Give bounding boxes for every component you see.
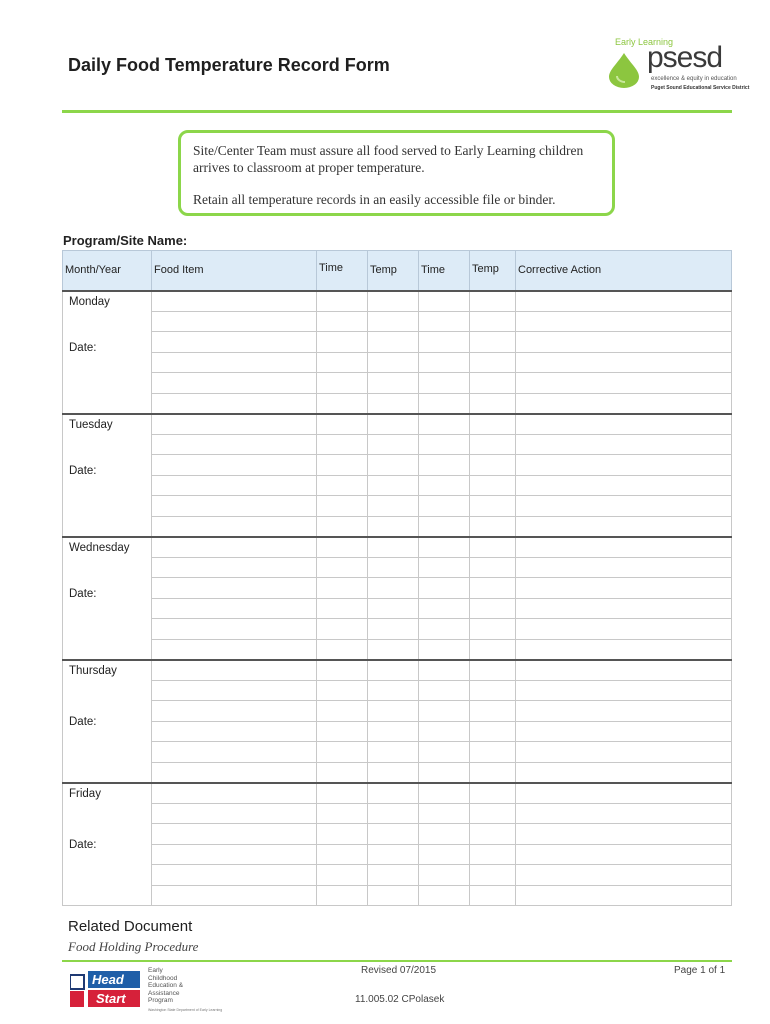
entry-cell[interactable] xyxy=(368,496,419,517)
entry-cell[interactable] xyxy=(470,701,516,722)
entry-cell[interactable] xyxy=(317,414,368,435)
table-row xyxy=(63,598,732,619)
table-row xyxy=(63,701,732,722)
table-row xyxy=(63,619,732,640)
entry-cell[interactable] xyxy=(470,475,516,496)
table-row xyxy=(63,721,732,742)
table-row xyxy=(63,434,732,455)
head-start-top-text: Head xyxy=(92,972,124,987)
entry-cell[interactable] xyxy=(152,885,317,906)
table-row xyxy=(63,475,732,496)
entry-cell[interactable] xyxy=(470,373,516,394)
related-document-heading: Related Document xyxy=(68,918,193,935)
day-name: Friday xyxy=(69,787,101,800)
day-date-label: Date: xyxy=(69,838,97,851)
entry-cell[interactable] xyxy=(317,557,368,578)
entry-cell[interactable] xyxy=(317,352,368,373)
entry-cell[interactable] xyxy=(317,598,368,619)
table-row xyxy=(63,742,732,763)
entry-cell[interactable] xyxy=(368,598,419,619)
entry-cell[interactable] xyxy=(317,373,368,394)
day-cell xyxy=(63,783,152,906)
table-row xyxy=(63,844,732,865)
entry-cell[interactable] xyxy=(152,455,317,476)
eceap-line: Education & xyxy=(148,982,184,989)
document-code: 11.005.02 CPolasek xyxy=(355,994,445,1005)
entry-cell[interactable] xyxy=(419,434,470,455)
entry-cell[interactable] xyxy=(317,516,368,537)
entry-cell[interactable] xyxy=(317,434,368,455)
entry-cell[interactable] xyxy=(152,537,317,558)
entry-cell[interactable] xyxy=(516,742,732,763)
entry-cell[interactable] xyxy=(516,701,732,722)
entry-cell[interactable] xyxy=(516,680,732,701)
related-document-item[interactable]: Food Holding Procedure xyxy=(68,939,199,954)
entry-cell[interactable] xyxy=(152,762,317,783)
entry-cell[interactable] xyxy=(368,762,419,783)
entry-cell[interactable] xyxy=(368,639,419,660)
entry-cell[interactable] xyxy=(368,803,419,824)
entry-cell[interactable] xyxy=(368,783,419,804)
table-row xyxy=(63,373,732,394)
entry-cell[interactable] xyxy=(470,537,516,558)
entry-cell[interactable] xyxy=(516,332,732,353)
entry-cell[interactable] xyxy=(516,783,732,804)
table-row xyxy=(63,865,732,886)
entry-cell[interactable] xyxy=(368,414,419,435)
entry-cell[interactable] xyxy=(470,598,516,619)
entry-cell[interactable] xyxy=(419,701,470,722)
entry-cell[interactable] xyxy=(368,291,419,312)
day-name: Tuesday xyxy=(69,418,113,431)
day-cell xyxy=(63,291,152,414)
entry-cell[interactable] xyxy=(152,865,317,886)
entry-cell[interactable] xyxy=(317,619,368,640)
entry-cell[interactable] xyxy=(419,516,470,537)
entry-cell[interactable] xyxy=(152,311,317,332)
entry-cell[interactable] xyxy=(419,414,470,435)
entry-cell[interactable] xyxy=(317,578,368,599)
entry-cell[interactable] xyxy=(470,393,516,414)
entry-cell[interactable] xyxy=(368,885,419,906)
entry-cell[interactable] xyxy=(470,742,516,763)
day-name: Thursday xyxy=(69,664,117,677)
entry-cell[interactable] xyxy=(516,311,732,332)
entry-cell[interactable] xyxy=(368,619,419,640)
entry-cell[interactable] xyxy=(152,475,317,496)
entry-cell[interactable] xyxy=(317,393,368,414)
program-site-label: Program/Site Name: xyxy=(63,233,188,248)
notice-line-1: Site/Center Team must assure all food served to Early Learning children arrives to classroom at proper temperature. xyxy=(193,143,584,175)
entry-cell[interactable] xyxy=(368,824,419,845)
entry-cell[interactable] xyxy=(152,578,317,599)
entry-cell[interactable] xyxy=(419,680,470,701)
entry-cell[interactable] xyxy=(470,414,516,435)
day-date-label: Date: xyxy=(69,587,97,600)
day-name: Monday xyxy=(69,295,110,308)
header-temp-2: Temp xyxy=(470,251,516,291)
form-title: Daily Food Temperature Record Form xyxy=(68,55,390,75)
entry-cell[interactable] xyxy=(368,865,419,886)
entry-cell[interactable] xyxy=(470,660,516,681)
entry-cell[interactable] xyxy=(317,844,368,865)
entry-cell[interactable] xyxy=(419,475,470,496)
head-start-logo-icon xyxy=(70,969,142,1009)
entry-cell[interactable] xyxy=(470,885,516,906)
entry-cell[interactable] xyxy=(470,455,516,476)
table-row xyxy=(63,516,732,537)
header-corrective-action: Corrective Action xyxy=(516,251,732,291)
table-row xyxy=(63,311,732,332)
table-row xyxy=(63,762,732,783)
day-date-label: Date: xyxy=(69,464,97,477)
table-row xyxy=(63,803,732,824)
entry-cell[interactable] xyxy=(368,455,419,476)
entry-cell[interactable] xyxy=(317,783,368,804)
entry-cell[interactable] xyxy=(317,885,368,906)
entry-cell[interactable] xyxy=(317,865,368,886)
entry-cell[interactable] xyxy=(368,373,419,394)
revised-date: Revised 07/2015 xyxy=(361,965,437,976)
entry-cell[interactable] xyxy=(152,516,317,537)
entry-cell[interactable] xyxy=(317,455,368,476)
entry-cell[interactable] xyxy=(368,660,419,681)
eceap-line: Early xyxy=(148,967,163,974)
entry-cell[interactable] xyxy=(317,639,368,660)
entry-cell[interactable] xyxy=(516,578,732,599)
entry-cell[interactable] xyxy=(419,865,470,886)
entry-cell[interactable] xyxy=(368,721,419,742)
entry-cell[interactable] xyxy=(470,783,516,804)
entry-cell[interactable] xyxy=(317,311,368,332)
entry-cell[interactable] xyxy=(368,537,419,558)
entry-cell[interactable] xyxy=(419,373,470,394)
entry-cell[interactable] xyxy=(152,844,317,865)
head-start-bottom-text: Start xyxy=(96,991,126,1006)
table-row xyxy=(63,680,732,701)
entry-cell[interactable] xyxy=(516,434,732,455)
table-row xyxy=(63,885,732,906)
entry-cell[interactable] xyxy=(516,865,732,886)
entry-cell[interactable] xyxy=(419,803,470,824)
entry-cell[interactable] xyxy=(419,352,470,373)
leaf-drop-icon xyxy=(607,52,641,88)
entry-cell[interactable] xyxy=(368,352,419,373)
entry-cell[interactable] xyxy=(152,434,317,455)
footer-divider xyxy=(62,960,732,962)
entry-cell[interactable] xyxy=(317,291,368,312)
eceap-line: Childhood xyxy=(148,974,178,982)
entry-cell[interactable] xyxy=(516,598,732,619)
entry-cell[interactable] xyxy=(317,475,368,496)
entry-cell[interactable] xyxy=(470,865,516,886)
entry-cell[interactable] xyxy=(470,803,516,824)
eceap-line: Program xyxy=(148,997,173,1004)
entry-cell[interactable] xyxy=(419,311,470,332)
entry-cell[interactable] xyxy=(368,393,419,414)
entry-cell[interactable] xyxy=(368,332,419,353)
notice-box xyxy=(178,130,615,216)
day-cell xyxy=(63,537,152,660)
entry-cell[interactable] xyxy=(470,352,516,373)
entry-cell[interactable] xyxy=(152,352,317,373)
logo-tagline: excellence & equity in education xyxy=(651,76,737,82)
entry-cell[interactable] xyxy=(152,824,317,845)
entry-cell[interactable] xyxy=(419,660,470,681)
entry-cell[interactable] xyxy=(419,721,470,742)
entry-cell[interactable] xyxy=(152,291,317,312)
entry-cell[interactable] xyxy=(419,619,470,640)
day-date-label: Date: xyxy=(69,715,97,728)
entry-cell[interactable] xyxy=(152,701,317,722)
entry-cell[interactable] xyxy=(419,455,470,476)
table-row xyxy=(63,455,732,476)
entry-cell[interactable] xyxy=(368,311,419,332)
entry-cell[interactable] xyxy=(516,475,732,496)
entry-cell[interactable] xyxy=(152,557,317,578)
entry-cell[interactable] xyxy=(419,557,470,578)
table-row xyxy=(63,291,732,312)
header-food-item: Food Item xyxy=(152,251,317,291)
entry-cell[interactable] xyxy=(470,721,516,742)
entry-cell[interactable] xyxy=(419,578,470,599)
entry-cell[interactable] xyxy=(152,619,317,640)
table-row xyxy=(63,414,732,435)
eceap-text xyxy=(148,967,183,1005)
entry-cell[interactable] xyxy=(152,742,317,763)
entry-cell[interactable] xyxy=(516,393,732,414)
table-row xyxy=(63,578,732,599)
entry-cell[interactable] xyxy=(419,537,470,558)
entry-cell[interactable] xyxy=(516,557,732,578)
entry-cell[interactable] xyxy=(317,680,368,701)
entry-cell[interactable] xyxy=(470,762,516,783)
entry-cell[interactable] xyxy=(368,434,419,455)
entry-cell[interactable] xyxy=(317,660,368,681)
entry-cell[interactable] xyxy=(516,639,732,660)
entry-cell[interactable] xyxy=(317,803,368,824)
entry-cell[interactable] xyxy=(419,783,470,804)
entry-cell[interactable] xyxy=(152,373,317,394)
entry-cell[interactable] xyxy=(419,742,470,763)
entry-cell[interactable] xyxy=(368,578,419,599)
entry-cell[interactable] xyxy=(152,393,317,414)
entry-cell[interactable] xyxy=(516,291,732,312)
entry-cell[interactable] xyxy=(516,496,732,517)
entry-cell[interactable] xyxy=(516,803,732,824)
table-row xyxy=(63,557,732,578)
entry-cell[interactable] xyxy=(152,598,317,619)
entry-cell[interactable] xyxy=(152,783,317,804)
entry-cell[interactable] xyxy=(317,332,368,353)
logo-district: Puget Sound Educational Service District xyxy=(651,85,750,91)
entry-cell[interactable] xyxy=(419,762,470,783)
table-row xyxy=(63,393,732,414)
entry-cell[interactable] xyxy=(470,578,516,599)
entry-cell[interactable] xyxy=(317,701,368,722)
entry-cell[interactable] xyxy=(152,414,317,435)
entry-cell[interactable] xyxy=(419,639,470,660)
entry-cell[interactable] xyxy=(470,824,516,845)
page-number: Page 1 of 1 xyxy=(674,965,726,976)
entry-cell[interactable] xyxy=(419,393,470,414)
entry-cell[interactable] xyxy=(152,721,317,742)
temperature-table xyxy=(62,250,732,906)
entry-cell[interactable] xyxy=(516,373,732,394)
eceap-line: Assistance xyxy=(148,989,180,997)
head-start-eceap-logo xyxy=(70,967,223,1013)
entry-cell[interactable] xyxy=(516,844,732,865)
table-row xyxy=(63,824,732,845)
entry-cell[interactable] xyxy=(152,332,317,353)
table-header-row xyxy=(63,251,732,291)
table-row xyxy=(63,783,732,804)
entry-cell[interactable] xyxy=(419,291,470,312)
day-cell xyxy=(63,660,152,783)
entry-cell[interactable] xyxy=(516,537,732,558)
entry-cell[interactable] xyxy=(419,885,470,906)
day-date-label: Date: xyxy=(69,341,97,354)
entry-cell[interactable] xyxy=(317,742,368,763)
entry-cell[interactable] xyxy=(152,680,317,701)
entry-cell[interactable] xyxy=(470,332,516,353)
entry-cell[interactable] xyxy=(516,721,732,742)
logo-program: Early Learning xyxy=(615,37,674,47)
entry-cell[interactable] xyxy=(368,516,419,537)
entry-cell[interactable] xyxy=(419,844,470,865)
header-divider xyxy=(62,110,732,113)
entry-cell[interactable] xyxy=(368,742,419,763)
psesd-logo xyxy=(605,34,750,98)
header-month-year: Month/Year xyxy=(63,251,152,291)
entry-cell[interactable] xyxy=(419,496,470,517)
entry-cell[interactable] xyxy=(470,434,516,455)
header-time-2: Time xyxy=(419,251,470,291)
entry-cell[interactable] xyxy=(470,680,516,701)
entry-cell[interactable] xyxy=(516,414,732,435)
entry-cell[interactable] xyxy=(317,537,368,558)
entry-cell[interactable] xyxy=(470,844,516,865)
entry-cell[interactable] xyxy=(419,824,470,845)
notice-line-2: Retain all temperature records in an easily accessible file or binder. xyxy=(193,192,556,207)
table-row xyxy=(63,352,732,373)
header-time-1: Time xyxy=(317,251,368,291)
entry-cell[interactable] xyxy=(470,639,516,660)
entry-cell[interactable] xyxy=(516,516,732,537)
entry-cell[interactable] xyxy=(152,803,317,824)
entry-cell[interactable] xyxy=(317,721,368,742)
table-row xyxy=(63,639,732,660)
entry-cell[interactable] xyxy=(317,762,368,783)
entry-cell[interactable] xyxy=(317,824,368,845)
entry-cell[interactable] xyxy=(470,516,516,537)
entry-cell[interactable] xyxy=(516,455,732,476)
day-cell xyxy=(63,414,152,537)
entry-cell[interactable] xyxy=(368,680,419,701)
header-temp-1: Temp xyxy=(368,251,419,291)
entry-cell[interactable] xyxy=(419,332,470,353)
entry-cell[interactable] xyxy=(470,557,516,578)
entry-cell[interactable] xyxy=(317,496,368,517)
entry-cell[interactable] xyxy=(152,660,317,681)
entry-cell[interactable] xyxy=(516,885,732,906)
entry-cell[interactable] xyxy=(368,844,419,865)
entry-cell[interactable] xyxy=(152,639,317,660)
entry-cell[interactable] xyxy=(516,619,732,640)
day-name: Wednesday xyxy=(69,541,130,554)
logo-brand: psesd xyxy=(647,41,723,74)
entry-cell[interactable] xyxy=(516,352,732,373)
table-row xyxy=(63,537,732,558)
table-row xyxy=(63,332,732,353)
table-row xyxy=(63,660,732,681)
entry-cell[interactable] xyxy=(419,598,470,619)
entry-cell[interactable] xyxy=(516,762,732,783)
entry-cell[interactable] xyxy=(470,619,516,640)
entry-cell[interactable] xyxy=(368,475,419,496)
entry-cell[interactable] xyxy=(368,701,419,722)
eceap-note: Washington State Department of Early Learning xyxy=(148,1008,223,1012)
entry-cell[interactable] xyxy=(470,311,516,332)
entry-cell[interactable] xyxy=(470,291,516,312)
entry-cell[interactable] xyxy=(152,496,317,517)
entry-cell[interactable] xyxy=(470,496,516,517)
entry-cell[interactable] xyxy=(368,557,419,578)
entry-cell[interactable] xyxy=(516,824,732,845)
entry-cell[interactable] xyxy=(516,660,732,681)
table-row xyxy=(63,496,732,517)
